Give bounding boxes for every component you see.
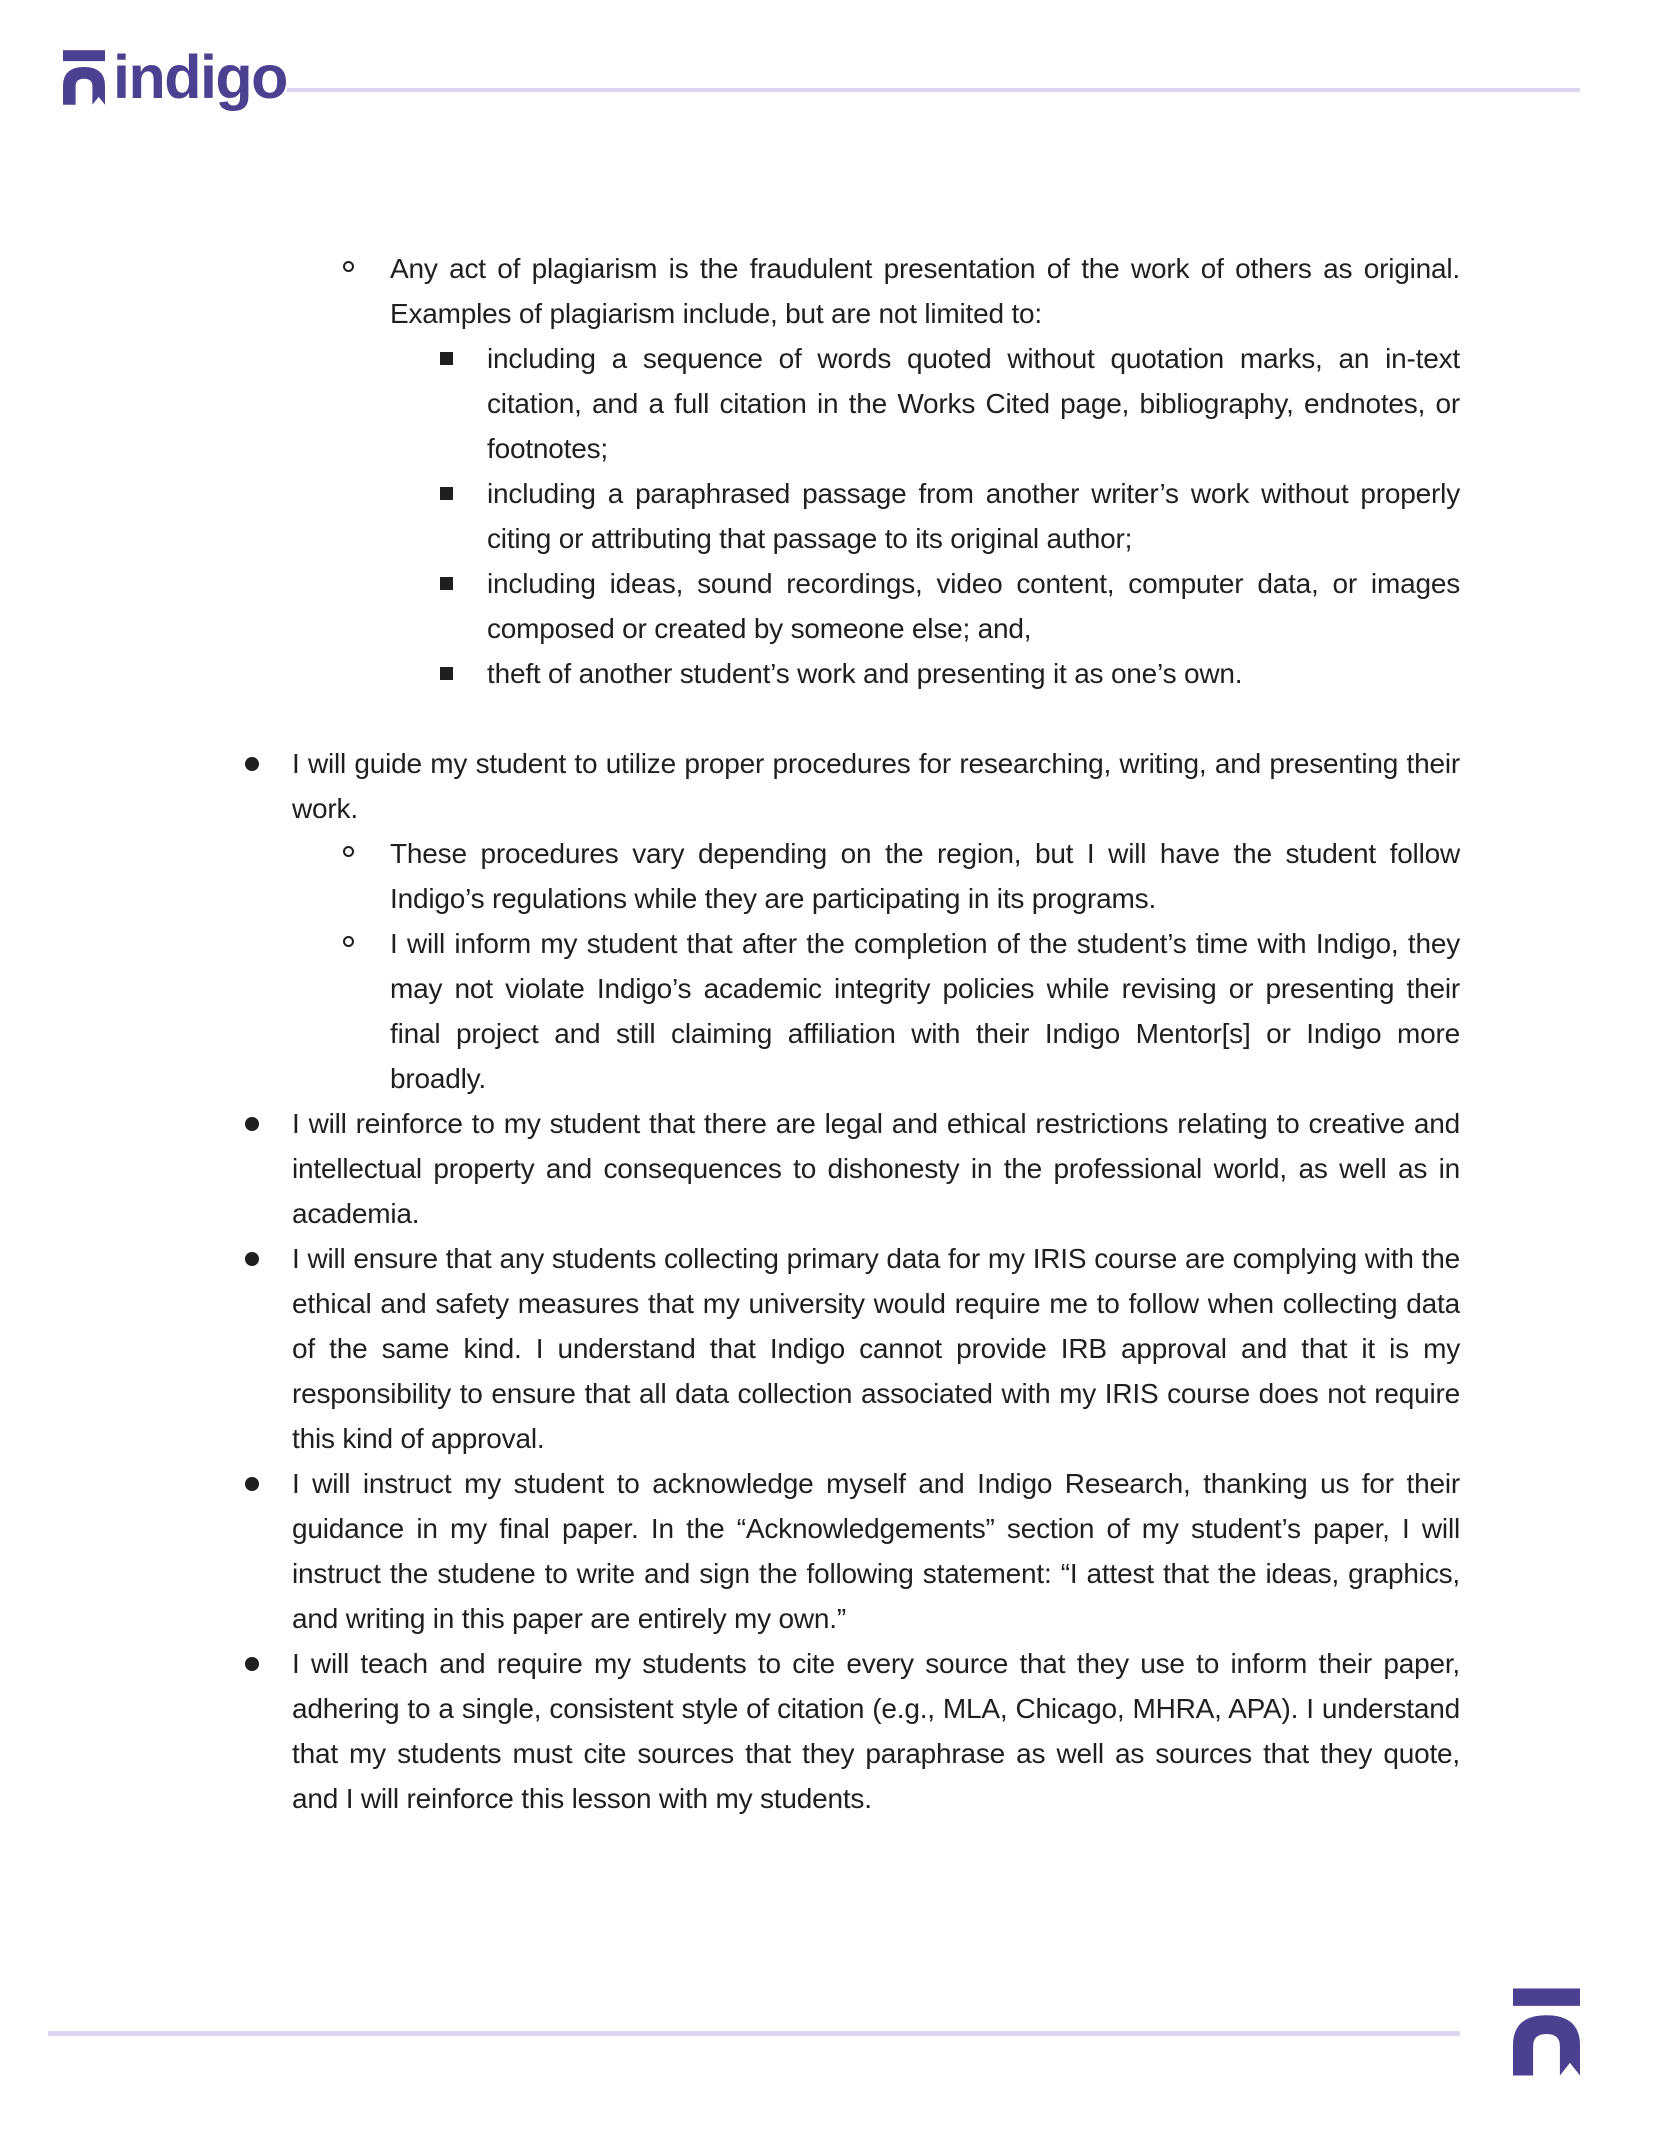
list-item-text: I will guide my student to utilize proper procedures for researching, writing, and presenting their work. <box>292 748 1460 824</box>
circle-bullet-icon <box>343 831 390 921</box>
list-item-text: including a paraphrased passage from another writer’s work without properly citing or attributing that passage to its original author; <box>487 478 1460 554</box>
indigo-n-overline-icon-footer <box>1513 1988 1580 2076</box>
list-item-text: I will reinforce to my student that there are legal and ethical restrictions relating to creative and intellectual property and consequences to dishonesty in the professional world, as well as in academia. <box>292 1108 1460 1229</box>
square-bullet-icon <box>440 336 487 471</box>
list-item <box>245 741 1460 831</box>
list-item <box>440 651 1460 696</box>
list-item <box>245 1101 1460 1236</box>
list-item-text: I will instruct my student to acknowledge myself and Indigo Research, thanking us for their guidance in my final paper. In the “Acknowledgements” section of my student’s paper, I will instruct the studene to write and sign the following statement: “I attest that the ideas, graphics, and writing in this paper are entirely my own.” <box>292 1468 1460 1634</box>
disc-bullet-shape <box>245 1657 259 1671</box>
list-item-text: including ideas, sound recordings, video content, computer data, or images composed or created by someone else; and, <box>487 568 1460 644</box>
circle-bullet-shape <box>343 936 354 947</box>
circle-bullet-icon <box>343 246 390 336</box>
square-bullet-icon <box>440 561 487 651</box>
square-bullet-shape <box>440 667 453 680</box>
list-item-text: including a sequence of words quoted without quotation marks, an in-text citation, and a full citation in the Works Cited page, bibliography, endnotes, or footnotes; <box>487 343 1460 464</box>
circle-bullet-shape <box>343 261 354 272</box>
document-body <box>0 246 1655 1821</box>
list-item <box>343 921 1460 1101</box>
list-item <box>343 246 1460 336</box>
disc-bullet-icon <box>245 1461 292 1641</box>
circle-bullet-shape <box>343 846 354 857</box>
header-divider <box>287 88 1580 92</box>
circle-bullet-icon <box>343 921 390 1101</box>
list-item <box>343 831 1460 921</box>
disc-bullet-icon <box>245 1236 292 1461</box>
list-item-text: I will inform my student that after the completion of the student’s time with Indigo, they may not violate Indigo’s academic integrity policies while revising or presenting their final project and still claiming affiliation with their Indigo Mentor[s] or Indigo more broadly. <box>390 928 1460 1094</box>
square-bullet-icon <box>440 651 487 696</box>
square-bullet-shape <box>440 487 453 500</box>
list-item <box>245 1641 1460 1821</box>
brand-logo <box>63 43 287 111</box>
list-item <box>245 1461 1460 1641</box>
disc-bullet-shape <box>245 757 259 771</box>
footer-divider <box>48 2031 1460 2036</box>
list-item-text: theft of another student’s work and presenting it as one’s own. <box>487 658 1243 689</box>
list-item-text: These procedures vary depending on the region, but I will have the student follow Indigo’s regulations while they are participating in its programs. <box>390 838 1460 914</box>
list-item <box>440 336 1460 471</box>
disc-bullet-shape <box>245 1117 259 1131</box>
list-item-text: Any act of plagiarism is the fraudulent presentation of the work of others as original. Examples of plagiarism include, but are not limited to: <box>390 253 1460 329</box>
square-bullet-shape <box>440 352 453 365</box>
list-item <box>440 561 1460 651</box>
indigo-n-overline-icon <box>63 50 105 105</box>
disc-bullet-shape <box>245 1477 259 1491</box>
list-item-text: I will teach and require my students to cite every source that they use to inform their paper, adhering to a single, consistent style of citation (e.g., MLA, Chicago, MHRA, APA). I understand that my students must cite sources that they paraphrase as well as sources that they quote, and I will reinforce this lesson with my students. <box>292 1648 1460 1814</box>
list-item <box>440 471 1460 561</box>
list-item-text: I will ensure that any students collecting primary data for my IRIS course are complying with the ethical and safety measures that my university would require me to follow when collecting data of the same kind. I understand that Indigo cannot provide IRB approval and that it is my responsibility to ensure that all data collection associated with my IRIS course does not require this kind of approval. <box>292 1243 1460 1454</box>
list-item <box>245 1236 1460 1461</box>
square-bullet-icon <box>440 471 487 561</box>
disc-bullet-shape <box>245 1252 259 1266</box>
disc-bullet-icon <box>245 1101 292 1236</box>
brand-wordmark: indigo <box>113 43 287 111</box>
disc-bullet-icon <box>245 741 292 831</box>
disc-bullet-icon <box>245 1641 292 1821</box>
square-bullet-shape <box>440 577 453 590</box>
